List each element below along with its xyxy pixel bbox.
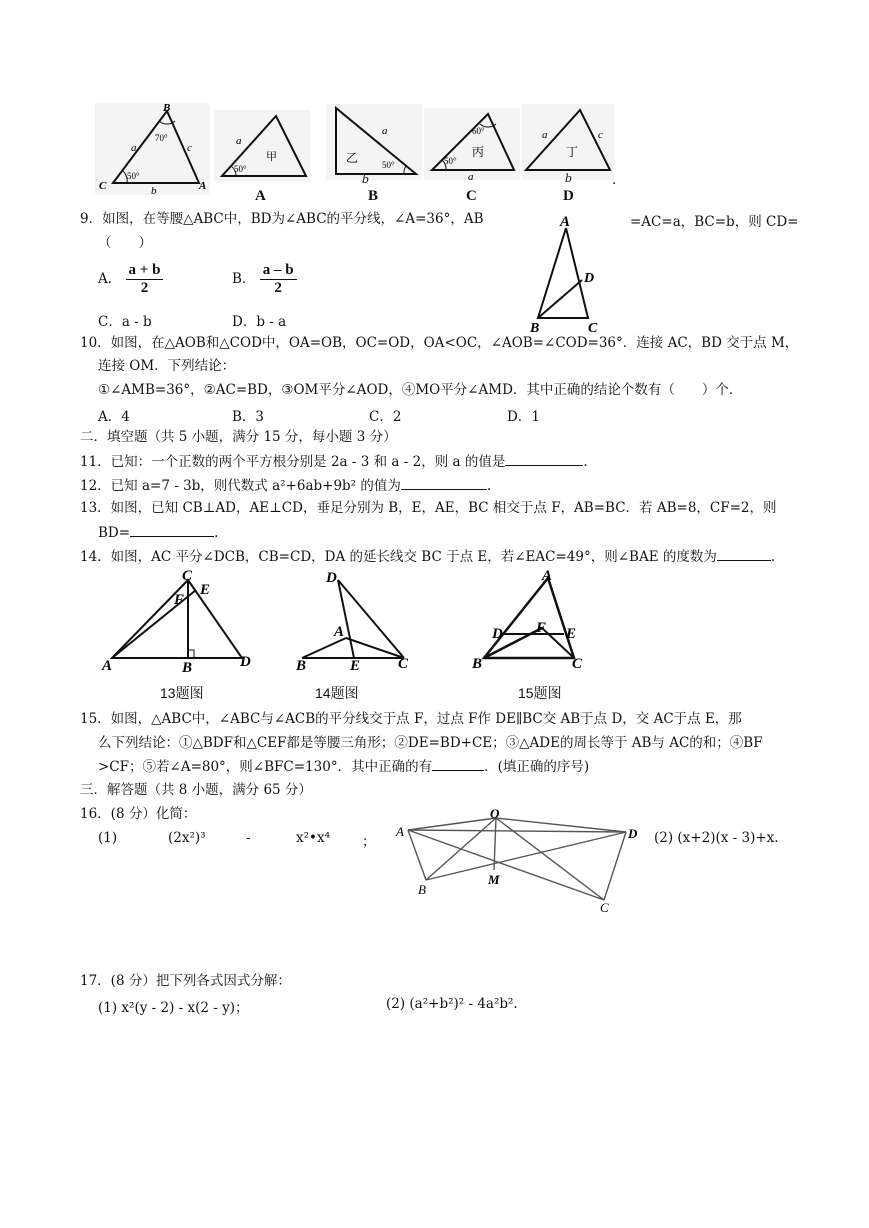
triangle-figure-b: [326, 104, 422, 180]
svg-text:C: C: [99, 180, 107, 192]
q9-line1-cont: =AC=a，BC=b，则 CD=: [630, 214, 799, 230]
svg-text:C: C: [572, 656, 583, 672]
q13-line2: BD= .: [98, 525, 219, 541]
q9-line2: （ ）: [98, 235, 152, 251]
svg-text:D: D: [326, 570, 337, 586]
svg-text:B: B: [296, 658, 307, 674]
q15-line3: >CF；⑤若∠A=80°，则∠BFC=130°．其中正确的有 ．(填正确的序号): [98, 759, 590, 775]
q9-option-d: D．b - a: [232, 314, 287, 330]
svg-text:a: a: [236, 135, 242, 147]
svg-text:c: c: [598, 129, 603, 141]
option-label-a: A: [255, 188, 266, 204]
svg-text:D: D: [584, 271, 595, 286]
svg-text:D: D: [492, 626, 503, 642]
svg-text:丙: 丙: [472, 145, 485, 159]
svg-text:甲: 甲: [266, 151, 277, 163]
q16-part1-minus: -: [246, 830, 251, 846]
svg-text:a: a: [542, 129, 548, 141]
q16-part1-end: ；: [362, 834, 376, 850]
q16-title: 16．(8 分）化简：: [80, 806, 197, 822]
svg-text:a: a: [468, 171, 474, 180]
svg-text:A: A: [542, 568, 553, 584]
q12-answer-blank: [401, 476, 487, 490]
section-2-heading: 二．填空题（共 5 小题，满分 15 分，每小题 3 分）: [80, 429, 397, 445]
q15-line2: 么下列结论：①△BDF和△CEF都是等腰三角形；②DE=BD+CE；③△ADE的周长等于 AB与 AC的和；④BF: [98, 735, 763, 751]
svg-text:E: E: [200, 582, 211, 598]
svg-text:B: B: [163, 103, 171, 114]
svg-text:A: A: [102, 658, 113, 674]
svg-text:B: B: [418, 882, 426, 897]
q16-part2: (2) (x+2)(x - 3)+x.: [654, 830, 779, 846]
q10-option-d: D．1: [507, 409, 540, 425]
svg-text:B: B: [472, 656, 483, 672]
q10-option-a: A．4: [98, 409, 130, 425]
q16-part1-label: (1): [98, 830, 118, 846]
q10-line3: ①∠AMB=36°，②AC=BD，③OM平分∠AOD，④MO平分∠AMD．其中正确的结论个数有（ ）个．: [98, 382, 743, 398]
svg-text:a: a: [382, 125, 388, 137]
option-label-b: B: [368, 188, 379, 204]
section-3-heading: 三．解答题（共 8 小题，满分 65 分）: [80, 782, 312, 798]
triangle-figure-a: [214, 110, 310, 182]
q9-option-b: B． $\frac{a - b}{2}$: [232, 262, 297, 297]
q10-line2: 连接 OM．下列结论：: [98, 358, 236, 374]
svg-text:C: C: [588, 321, 598, 334]
q11: 11．已知：一个正数的两个平方根分别是 2a - 3 和 a - 2，则 a 的值是 .: [80, 454, 588, 470]
svg-text:B: B: [182, 660, 193, 676]
svg-text:B: B: [530, 321, 540, 334]
triangle-figure-d: [522, 104, 614, 180]
svg-text:D: D: [240, 654, 251, 670]
q11-answer-blank: [505, 452, 583, 466]
svg-text:60°: 60°: [472, 126, 485, 136]
q15-figure: [470, 566, 590, 676]
svg-text:50°: 50°: [444, 156, 457, 166]
q15-line1: 15．如图，△ABC中，∠ABC与∠ACB的平分线交于点 F，过点 F作 DE∥BC交 AB于点 D，交 AC于点 E，那: [80, 711, 742, 727]
q16-part1-term2: x²•x⁴: [296, 830, 331, 846]
svg-text:b: b: [151, 185, 157, 195]
q9-option-a: A． $\frac{a + b}{2}$: [98, 262, 163, 297]
q13-line1: 13．如图，已知 CB⊥AD，AE⊥CD，垂足分别为 B，E，AE，BC 相交于点 F，AB=BC．若 AB=8，CF=2，则: [80, 500, 777, 516]
svg-text:C: C: [182, 568, 193, 584]
q16-part1-term1: (2x²)³: [168, 830, 206, 846]
svg-text:D: D: [628, 826, 638, 841]
q10-figure-aobcdm: [394, 808, 650, 914]
svg-text:A: A: [334, 624, 345, 640]
svg-text:A: A: [396, 824, 404, 839]
svg-text:O: O: [490, 808, 500, 821]
q14-figure-caption: 14题图: [315, 685, 359, 701]
svg-text:F: F: [536, 620, 547, 636]
option-label-c: C: [466, 188, 477, 204]
q10-line1: 10．如图，在△AOB和△COD中，OA=OB，OC=OD，OA<OC，∠AOB=∠COD=36°．连接 AC，BD 交于点 M，: [80, 335, 799, 351]
svg-text:70°: 70°: [155, 133, 168, 143]
triangle-figure-c: [424, 108, 520, 180]
q15-answer-blank: [432, 757, 484, 771]
svg-text:50°: 50°: [127, 171, 140, 181]
svg-text:A: A: [560, 214, 571, 230]
q9-triangle-figure: [526, 210, 610, 334]
svg-text:M: M: [488, 872, 500, 887]
q13-answer-blank: [130, 523, 214, 537]
q13-figure-caption: 13题图: [160, 685, 204, 701]
svg-text:乙: 乙: [346, 151, 359, 165]
q10-option-b: B．3: [232, 409, 265, 425]
q14-answer-blank: [717, 547, 771, 561]
q14: 14．如图，AC 平分∠DCB，CB=CD，DA 的延长线交 BC 于点 E，若∠EAC=49°，则∠BAE 的度数为 .: [80, 549, 776, 565]
svg-text:E: E: [350, 658, 361, 674]
figure-b-side-label: b: [362, 173, 370, 186]
q17-part1: (1) x²(y - 2) - x(2 - y)；: [98, 1000, 249, 1016]
svg-text:A: A: [199, 180, 207, 192]
svg-text:50°: 50°: [234, 164, 247, 174]
q9-option-c: C．a - b: [98, 314, 152, 330]
q13-figure: [100, 566, 260, 676]
svg-text:C: C: [398, 656, 409, 672]
option-label-d: D: [563, 188, 574, 204]
svg-text:c: c: [187, 142, 192, 154]
svg-text:50°: 50°: [382, 160, 395, 170]
figure-row-dot: .: [612, 172, 617, 188]
q15-figure-caption: 15题图: [518, 685, 562, 701]
q12: 12．已知 a=7 - 3b，则代数式 a²+6ab+9b² 的值为 .: [80, 478, 492, 494]
svg-text:a: a: [131, 142, 137, 154]
svg-text:E: E: [566, 626, 577, 642]
svg-text:丁: 丁: [566, 145, 579, 159]
triangle-figure-original: [95, 103, 210, 195]
q17-title: 17．(8 分）把下列各式因式分解：: [80, 973, 291, 989]
figure-d-side-label: b: [565, 172, 573, 185]
q17-part2: (2) (a²+b²)² - 4a²b².: [386, 996, 518, 1012]
svg-text:C: C: [600, 900, 609, 914]
q14-figure: [292, 566, 412, 676]
q10-option-c: C．2: [369, 409, 402, 425]
svg-text:F: F: [174, 592, 185, 608]
q9-line1: 9．如图，在等腰△ABC中，BD为∠ABC的平分线，∠A=36°，AB: [80, 211, 484, 227]
